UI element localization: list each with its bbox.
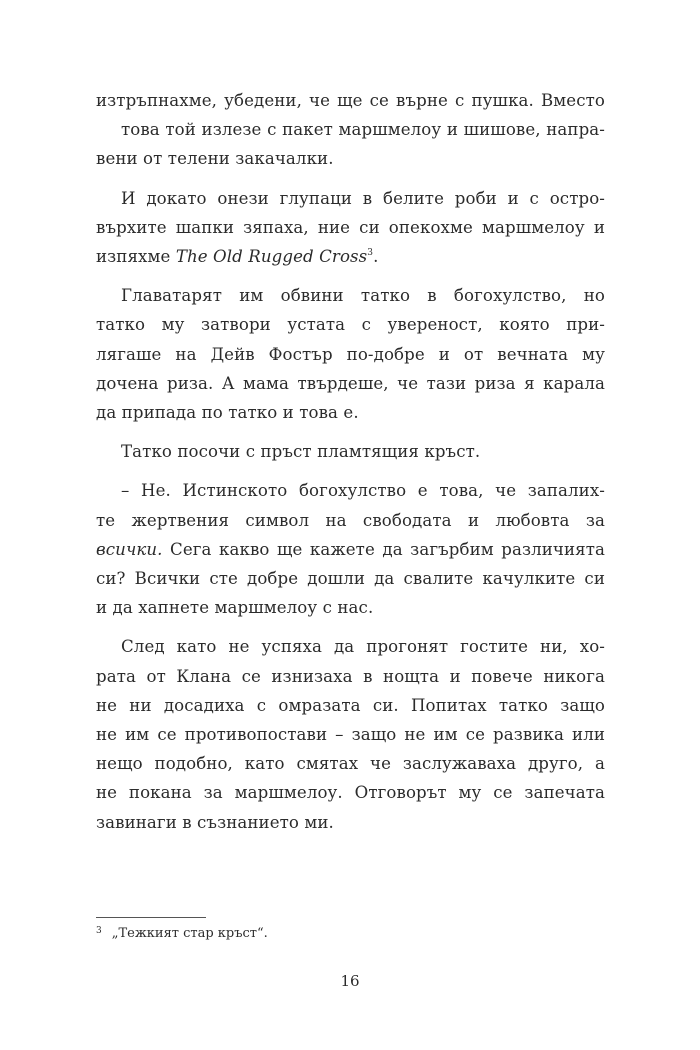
text-line: – Не. Истинското богохулство е това, че запалих- <box>121 481 605 501</box>
paragraph <box>96 281 605 427</box>
text-line: Татко посочи с пръст пламтящия кръст. <box>121 442 481 462</box>
text-line: След като не успяха да прогонят гостите ни, хо- <box>121 637 605 657</box>
text-line <box>96 535 605 564</box>
paragraph <box>96 476 605 622</box>
song-title: The Old Rugged Cross <box>175 247 368 267</box>
text-line: Главатарят им обвини татко в богохулство, но <box>121 286 605 306</box>
text-line <box>96 242 605 271</box>
text-line: вени от телени закачалки. <box>96 149 334 169</box>
paragraph <box>96 632 605 836</box>
footnote-text: „Тежкият стар кръст“. <box>111 926 268 941</box>
page-body <box>96 86 605 837</box>
text-line: завинаги в съзнанието ми. <box>96 812 334 832</box>
text-line: татко му затвори устата с увереност, която при- <box>96 315 605 335</box>
text-line: не покана за маршмелоу. Отговорът му се запечата <box>96 783 605 803</box>
footnote-ref: 3 <box>367 248 374 259</box>
text-line: нещо подобно, като смятах че заслужаваха друго, а <box>96 754 605 774</box>
paragraph <box>96 86 605 174</box>
text-line: върхите шапки зяпаха, ние си опекохме маршмелоу и <box>96 217 605 237</box>
text-line: си? Всички сте добре дошли да свалите качулките си <box>96 569 605 589</box>
text-line: не им се противопостави – защо не им се развика или <box>96 725 605 745</box>
text-line: изтръпнахме, убедени, че ще се върне с пушка. Вместо <box>96 91 605 110</box>
text-line: те жертвения символ на свободата и любовта за <box>96 510 605 530</box>
footnote-divider <box>96 917 206 918</box>
paragraph <box>96 437 605 466</box>
text-line: рата от Клана се изнизаха в нощта и повече никога <box>96 666 605 686</box>
text-line: и да хапнете маршмелоу с нас. <box>96 598 374 618</box>
paragraph <box>96 184 605 272</box>
text-fragment: Сега какво ще кажете да загърбим различията <box>162 539 605 559</box>
text-line: това той излезе с пакет маршмелоу и шишове, напра- <box>121 120 605 140</box>
text-line: да припада по татко и това е. <box>96 403 359 423</box>
text-line: дочена риза. А мама твърдеше, че тази риза я карала <box>96 373 605 393</box>
text-line: не ни досадиха с омразата си. Попитах татко защо <box>96 695 605 715</box>
page-number: 16 <box>340 972 360 990</box>
footnote <box>96 922 268 943</box>
text-fragment: . <box>373 247 379 267</box>
text-line: лягаше на Дейв Фостър по-добре и от вечната му <box>96 344 605 364</box>
text-line: И докато онези глупаци в белите роби и с остро- <box>121 188 605 208</box>
text-fragment: изпяхме <box>96 247 176 267</box>
footnote-number: 3 <box>96 926 102 936</box>
emphasis: всички. <box>96 539 163 559</box>
